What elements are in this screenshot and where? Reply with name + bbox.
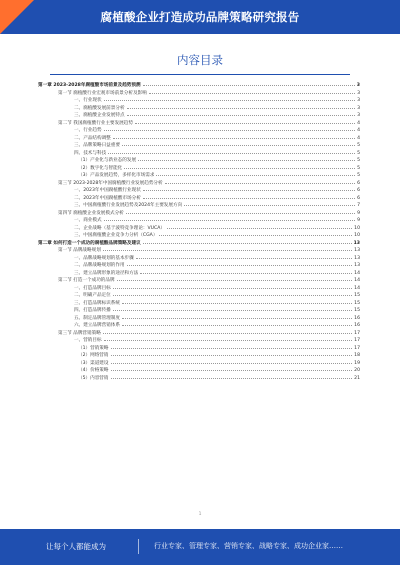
toc-entry-page: 6 xyxy=(357,188,360,193)
footer-separator xyxy=(138,539,139,554)
page-header xyxy=(0,0,400,34)
toc-entry-sub[interactable] xyxy=(38,270,360,278)
toc-leader-dots xyxy=(140,273,352,274)
toc-entry-page: 9 xyxy=(357,218,360,223)
toc-entry-text: （2）数字化与智能化 xyxy=(78,165,123,171)
toc-entry-page: 13 xyxy=(353,240,360,246)
toc-entry-sub[interactable] xyxy=(38,255,360,263)
toc-entry-page: 5 xyxy=(357,173,360,178)
toc-entry-page: 10 xyxy=(354,233,360,238)
toc-entry-page: 18 xyxy=(354,353,360,358)
toc-leader-dots xyxy=(113,138,355,139)
toc-entry-subsub[interactable] xyxy=(38,367,360,375)
toc-entry-text: 一、打造品牌目标 xyxy=(74,285,111,291)
toc-entry-text: 第二节 打造一个成功的品牌 xyxy=(58,278,115,283)
toc-entry-text: 第四节 腐植酸企业发展模式分析 xyxy=(58,210,124,216)
toc-entry-sub[interactable] xyxy=(38,150,360,158)
toc-entry-text: 一、2023年中国腐植酸行业现状 xyxy=(74,188,141,193)
toc-entry-text: 二、品牌战略规划的作用 xyxy=(74,263,125,268)
toc-entry-text: 第二节 我国腐植酸行业主要发展趋势 xyxy=(58,120,133,126)
footer-roles: 行业专家、管理专家、营销专家、战略专家、成功企业家…… xyxy=(154,542,343,550)
toc-entry-page: 16 xyxy=(354,315,360,321)
toc-entry-text: （2）网络营销 xyxy=(78,353,109,358)
toc-leader-dots xyxy=(143,243,352,244)
toc-entry-text: 二、腐植酸发展前景分析 xyxy=(74,105,125,111)
toc-entry-sub[interactable] xyxy=(38,292,360,300)
toc-entry-text: （1）营销策略 xyxy=(78,345,109,351)
toc-leader-dots xyxy=(127,108,356,109)
toc-leader-dots xyxy=(149,93,355,94)
toc-leader-dots xyxy=(138,160,355,161)
toc-entry-text: 第三节 2023-2028年中国腐植酸行业发展趋势分析 xyxy=(58,180,163,186)
toc-entry-page: 17 xyxy=(354,345,360,351)
toc-leader-dots xyxy=(124,168,355,169)
toc-leader-dots xyxy=(156,175,355,176)
toc-entry-text: 一、商业模式 xyxy=(74,218,102,223)
toc-entry-page: 19 xyxy=(354,360,360,366)
toc-entry-page: 13 xyxy=(354,248,360,253)
toc-entry-section[interactable] xyxy=(38,277,360,285)
toc-entry-page: 14 xyxy=(354,278,360,283)
toc-entry-sub[interactable] xyxy=(38,285,360,293)
toc-entry-sub[interactable] xyxy=(38,112,360,120)
toc-leader-dots xyxy=(104,100,355,101)
toc-leader-dots xyxy=(167,228,352,229)
toc-entry-sub[interactable] xyxy=(38,195,360,203)
toc-entry-text: 一、营销目标 xyxy=(74,338,102,343)
toc-entry-subsub[interactable] xyxy=(38,157,360,165)
toc-leader-dots xyxy=(104,220,355,221)
toc-entry-sub[interactable] xyxy=(38,337,360,345)
toc-entry-text: 第一章 2023-2028年腐植酸市场前景及趋势预测 xyxy=(38,83,141,88)
toc-entry-page: 7 xyxy=(357,203,360,208)
toc-leader-dots xyxy=(122,145,355,146)
toc-entry-page: 5 xyxy=(357,158,360,163)
toc-entry-section[interactable] xyxy=(38,330,360,338)
toc-entry-page: 13 xyxy=(354,263,360,268)
toc-entry-page: 3 xyxy=(357,98,360,103)
toc-entry-chapter[interactable] xyxy=(38,240,360,248)
report-title: 腐植酸企业打造成功品牌策略研究报告 xyxy=(100,10,300,24)
toc-entry-page: 17 xyxy=(354,330,360,336)
toc-leader-dots xyxy=(135,123,355,124)
footer-slogan: 让每个人都能成为 xyxy=(46,542,106,551)
toc-entry-text: （4）价格策略 xyxy=(78,368,109,373)
toc-entry-page: 3 xyxy=(357,105,360,111)
toc-entry-page: 15 xyxy=(354,308,360,313)
toc-entry-section[interactable] xyxy=(38,210,360,218)
toc-entry-text: 五、制定品牌管理制度 xyxy=(74,315,120,321)
toc-entry-text: 三、腐植酸企业发展特点 xyxy=(74,113,125,118)
toc-entry-text: 四、技术与科技 xyxy=(74,150,107,156)
toc-entry-page: 9 xyxy=(357,210,360,216)
toc-entry-text: 三、中国腐植酸行业发展趋势及2024年主要发展方向 xyxy=(74,203,183,208)
toc-entry-page: 14 xyxy=(354,285,360,291)
toc-leader-dots xyxy=(136,258,352,259)
toc-leader-dots xyxy=(111,370,353,371)
toc-entry-sub[interactable] xyxy=(38,217,360,225)
toc-leader-dots xyxy=(143,85,355,86)
toc-entry-section[interactable] xyxy=(38,120,360,128)
toc-entry-text: 六、建立品牌营销体系 xyxy=(74,323,120,328)
toc-entry-text: 三、打造品牌标识系统 xyxy=(74,300,120,306)
toc-entry-text: 二、产品结构调整 xyxy=(74,135,111,141)
toc-entry-text: （3）产品发展趋势，多样化市场需求 xyxy=(78,173,155,178)
toc-entry-text: 三、品牌策略日益重要 xyxy=(74,143,120,148)
toc-entry-section[interactable] xyxy=(38,180,360,188)
toc-entry-subsub[interactable] xyxy=(38,352,360,360)
toc-entry-subsub[interactable] xyxy=(38,172,360,180)
toc-entry-page: 15 xyxy=(354,293,360,298)
toc-entry-sub[interactable] xyxy=(38,232,360,240)
toc-leader-dots xyxy=(108,153,355,154)
toc-leader-dots xyxy=(122,318,352,319)
toc-entry-page: 20 xyxy=(354,368,360,373)
toc-entry-page: 10 xyxy=(354,225,360,231)
toc-entry-page: 13 xyxy=(354,255,360,261)
toc-entry-sub[interactable] xyxy=(38,187,360,195)
toc-leader-dots xyxy=(127,265,353,266)
toc-entry-text: 第一节 腐植酸行业宏观市场前景分析及影响 xyxy=(58,90,147,96)
toc-entry-text: 二、2023年中国腐植酸市场分析 xyxy=(74,195,141,201)
toc-entry-page: 3 xyxy=(357,113,360,118)
toc-entry-text: （1）产业化与新业态的发展 xyxy=(78,158,137,163)
toc-entry-text: （3）渠道建设 xyxy=(78,360,109,366)
toc-entry-sub[interactable] xyxy=(38,142,360,150)
toc-leader-dots xyxy=(104,340,353,341)
toc-entry-page: 5 xyxy=(357,165,360,171)
toc-entry-sub[interactable] xyxy=(38,300,360,308)
toc-entry-page: 14 xyxy=(354,270,360,276)
toc-entry-sub[interactable] xyxy=(38,202,360,210)
toc-leader-dots xyxy=(117,280,353,281)
page-footer xyxy=(0,529,400,565)
toc-entry-sub[interactable] xyxy=(38,97,360,105)
toc-leader-dots xyxy=(159,235,352,236)
toc-leader-dots xyxy=(165,183,355,184)
toc-leader-dots xyxy=(111,378,353,379)
page-number: 1 xyxy=(198,512,202,517)
toc-entry-text: 第三节 品牌营销策略 xyxy=(58,330,101,336)
toc-entry-page: 4 xyxy=(357,120,360,126)
toc-leader-dots xyxy=(111,363,353,364)
toc-heading: 内容目录 xyxy=(177,53,223,67)
toc-entry-subsub[interactable] xyxy=(38,375,360,383)
toc-entry-page: 4 xyxy=(357,128,360,133)
toc-entry-text: 四、打造品牌传播 xyxy=(74,308,111,313)
toc-entry-subsub[interactable] xyxy=(38,360,360,368)
toc-leader-dots xyxy=(122,325,352,326)
toc-entry-page: 5 xyxy=(357,150,360,156)
toc-divider xyxy=(50,74,350,75)
toc-entry-text: 一、品牌战略规划的基本步骤 xyxy=(74,255,134,261)
toc-entry-section[interactable] xyxy=(38,90,360,98)
toc-entry-subsub[interactable] xyxy=(38,345,360,353)
toc-entry-sub[interactable] xyxy=(38,307,360,315)
toc-leader-dots xyxy=(113,310,352,311)
toc-entry-page: 3 xyxy=(356,83,360,88)
toc-entry-page: 6 xyxy=(357,180,360,186)
toc-entry-text: 二、明确产品定位 xyxy=(74,293,111,298)
toc-entry-sub[interactable] xyxy=(38,262,360,270)
toc-entry-text: 三、建立品牌形象的途径和方法 xyxy=(74,270,139,276)
toc-entry-sub[interactable] xyxy=(38,135,360,143)
toc-entry-sub[interactable] xyxy=(38,315,360,323)
toc-leader-dots xyxy=(184,205,355,206)
toc-leader-dots xyxy=(143,198,355,199)
toc-leader-dots xyxy=(143,190,355,191)
toc-entry-text: 第二章 如何打造一个成功的腐植酸品牌策略及建议 xyxy=(38,240,141,246)
toc-leader-dots xyxy=(113,295,352,296)
toc-entry-sub[interactable] xyxy=(38,127,360,135)
toc-entry-page: 5 xyxy=(357,143,360,148)
toc-leader-dots xyxy=(126,213,355,214)
toc-entry-text: （5）内容营销 xyxy=(78,375,109,381)
toc-entry-text: 二、企业战略（基于波特竞争理论：VUCA） xyxy=(74,225,165,231)
toc-leader-dots xyxy=(127,115,356,116)
toc-leader-dots xyxy=(111,355,353,356)
toc-entry-page: 15 xyxy=(354,300,360,306)
toc-entry-section[interactable] xyxy=(38,247,360,255)
toc-entry-page: 16 xyxy=(354,323,360,328)
toc-entry-text: 一、行业趋势 xyxy=(74,128,102,133)
toc-entry-page: 17 xyxy=(354,338,360,343)
toc-leader-dots xyxy=(103,333,352,334)
toc-leader-dots xyxy=(122,303,352,304)
toc-entry-page: 4 xyxy=(357,135,360,141)
toc-entry-chapter[interactable] xyxy=(38,82,360,90)
toc-leader-dots xyxy=(111,348,353,349)
toc-entry-sub[interactable] xyxy=(38,105,360,113)
toc-entry-text: 三、中国腐植酸企业竞争力分析（CGA） xyxy=(74,233,158,238)
toc-entry-sub[interactable] xyxy=(38,322,360,330)
toc-leader-dots xyxy=(104,130,355,131)
toc-leader-dots xyxy=(103,250,352,251)
toc-entry-sub[interactable] xyxy=(38,225,360,233)
toc-entry-text: 一、行业现状 xyxy=(74,98,102,103)
toc-entry-page: 21 xyxy=(354,375,360,381)
toc-entry-subsub[interactable] xyxy=(38,165,360,173)
toc-leader-dots xyxy=(113,288,352,289)
toc-entry-page: 6 xyxy=(357,195,360,201)
toc-entry-page: 3 xyxy=(357,90,360,96)
table-of-contents xyxy=(38,82,360,382)
toc-entry-text: 第一节 品牌战略规划 xyxy=(58,248,101,253)
